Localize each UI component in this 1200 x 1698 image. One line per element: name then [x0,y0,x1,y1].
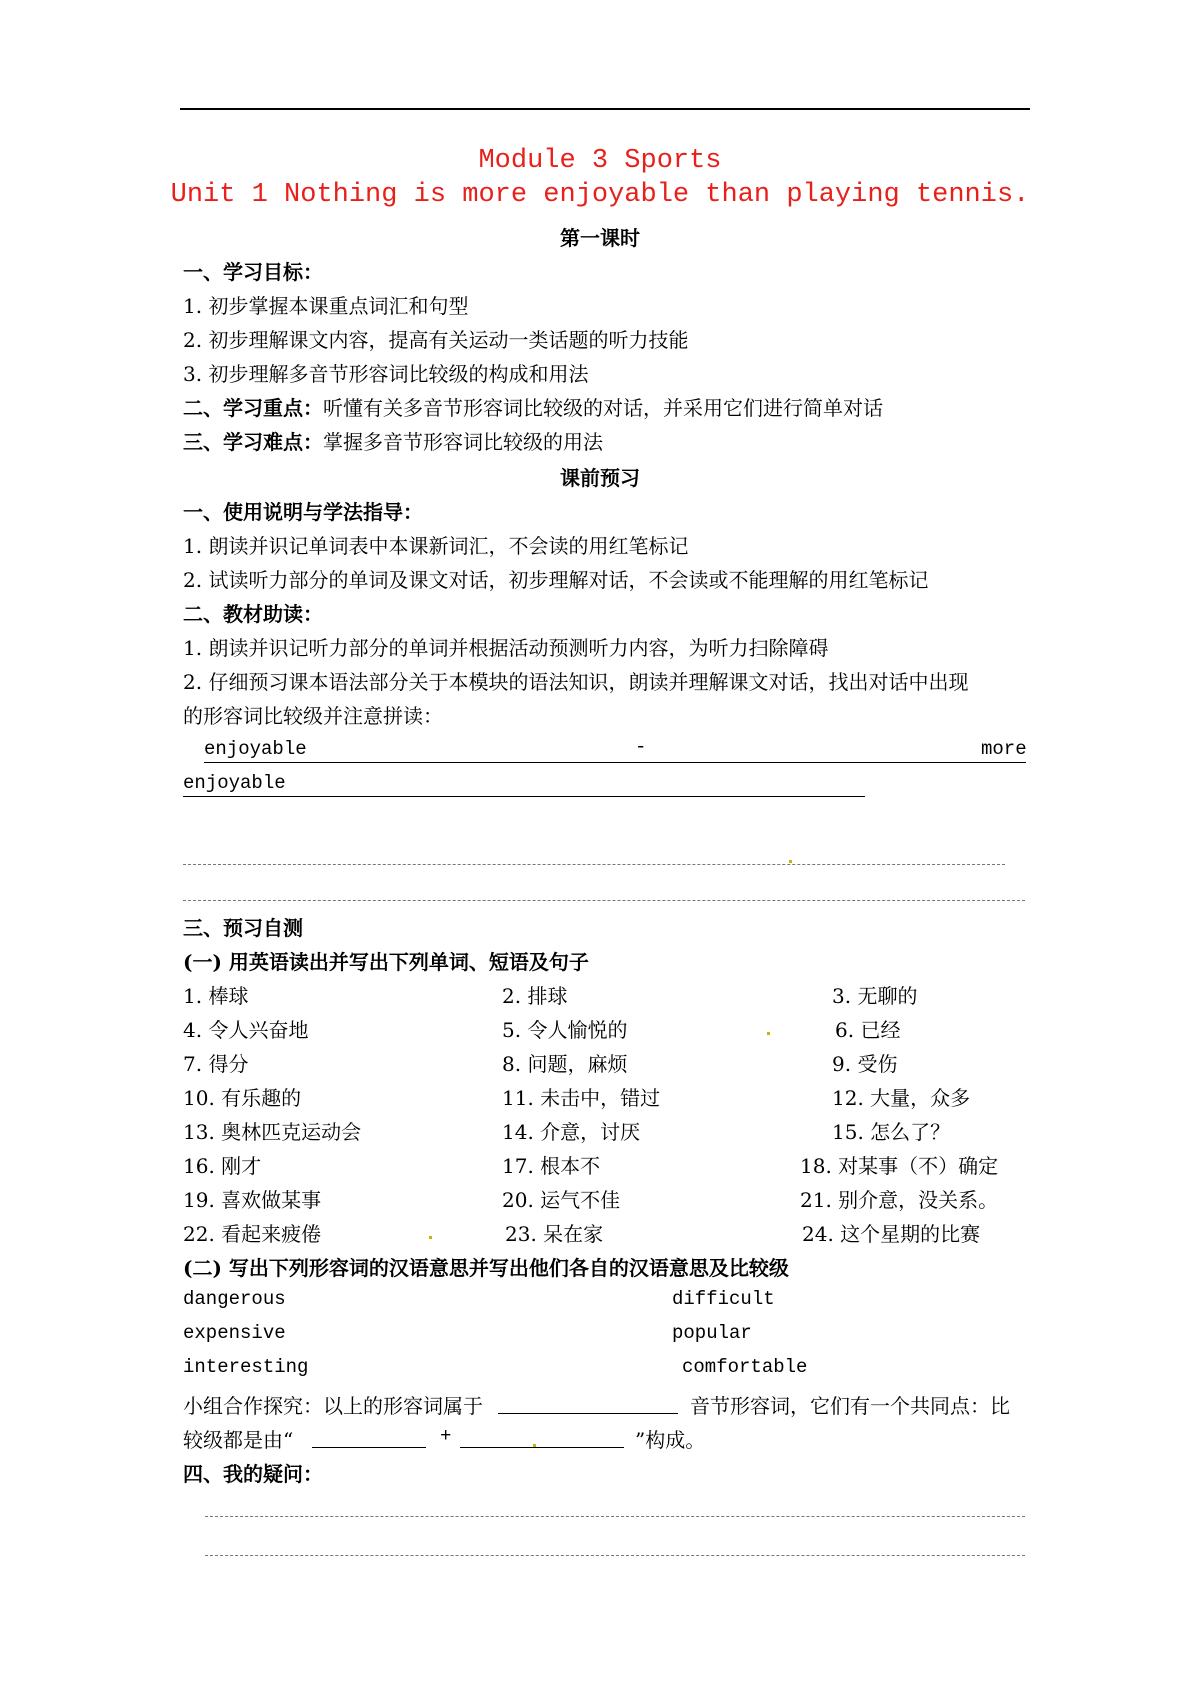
textbook-item: 2. 仔细预习课本语法部分关于本模块的语法知识，朗读并理解课文对话，找出对话中出现 [183,670,969,694]
vocab-item: 3. 无聊的 [832,984,918,1008]
adjective: expensive [183,1322,286,1344]
vocab-item: 6. 已经 [835,1018,901,1042]
vocab-item: 19. 喜欢做某事 [183,1188,322,1212]
objective-item: 3. 初步理解多音节形容词比较级的构成和用法 [183,362,589,386]
questions-heading: 四、我的疑问： [183,1462,323,1486]
guide-item: 1. 朗读并识记单词表中本课新词汇，不会读的用红笔标记 [183,534,689,558]
lesson-label: 第一课时 [560,226,640,250]
vocab-item: 23. 呆在家 [505,1222,604,1246]
vocab-item: 10. 有乐趣的 [183,1086,302,1110]
fill-blank [498,1413,678,1414]
group-text: ”构成。 [635,1428,706,1452]
objective-item: 1. 初步掌握本课重点词汇和句型 [183,294,469,318]
mark-dot [789,860,792,863]
textbook-heading: 二、教材助读： [183,602,323,626]
difficulty-text: 掌握多音节形容词比较级的用法 [323,430,603,454]
vocab-item: 24. 这个星期的比赛 [802,1222,981,1246]
vocab-item: 20. 运气不佳 [502,1188,621,1212]
answer-line [183,864,1005,865]
example-word: enjoyable [183,772,286,794]
mark-dot [767,1032,770,1035]
textbook-item: 1. 朗读并识记听力部分的单词并根据活动预测听力内容，为听力扫除障碍 [183,636,829,660]
vocab-item: 5. 令人愉悦的 [502,1018,628,1042]
focus-label: 二、学习重点： [183,396,323,420]
vocab-item: 18. 对某事（不）确定 [800,1154,999,1178]
adjective: popular [672,1322,752,1344]
adjective: comfortable [682,1356,808,1378]
vocab-item: 4. 令人兴奋地 [183,1018,309,1042]
textbook-item-cont: 的形容词比较级并注意拼读： [183,704,443,728]
mark-dot [429,1236,432,1239]
example-dash: - [635,736,647,758]
objective-item: 2. 初步理解课文内容，提高有关运动一类话题的听力技能 [183,328,689,352]
answer-line [183,900,1025,901]
group-text: 音节形容词，它们有一个共同点：比 [690,1394,1010,1418]
answer-line [205,1516,1025,1517]
part1-heading: (一) 用英语读出并写出下列单词、短语及句子 [183,950,589,974]
vocab-item: 1. 棒球 [183,984,249,1008]
difficulty-line [183,426,603,455]
adjective: interesting [183,1356,309,1378]
vocab-item: 9. 受伤 [832,1052,898,1076]
fill-blank [312,1447,426,1448]
difficulty-label: 三、学习难点： [183,430,323,454]
preview-heading: 课前预习 [560,466,640,490]
vocab-item: 2. 排球 [502,984,568,1008]
vocab-item: 16. 刚才 [183,1154,262,1178]
example-more: more [981,738,1027,760]
fill-blank [460,1447,624,1448]
vocab-item: 11. 未击中，错过 [502,1086,661,1110]
adjective: difficult [672,1288,775,1310]
vocab-item: 15. 怎么了？ [832,1120,951,1144]
vocab-item: 17. 根本不 [502,1154,601,1178]
focus-text: 听懂有关多音节形容词比较级的对话，并采用它们进行简单对话 [323,396,883,420]
example-word: enjoyable [204,738,307,760]
group-text: 小组合作探究：以上的形容词属于 [183,1394,483,1418]
selftest-heading: 三、预习自测 [183,916,303,940]
vocab-item: 7. 得分 [183,1052,249,1076]
vocab-item: 13. 奥林匹克运动会 [183,1120,362,1144]
focus-line [183,392,883,421]
header-rule [180,108,1030,110]
example-underline [204,762,1026,763]
vocab-item: 22. 看起来疲倦 [183,1222,322,1246]
guide-heading: 一、使用说明与学法指导： [183,500,423,524]
group-text: 较级都是由“ [183,1428,294,1452]
objectives-heading: 一、学习目标： [183,260,323,284]
answer-line [205,1555,1025,1556]
vocab-item: 14. 介意，讨厌 [502,1120,641,1144]
unit-title: Unit 1 Nothing is more enjoyable than playing tennis. [170,180,1030,210]
module-title: Module 3 Sports [478,146,722,176]
example-underline [183,796,865,797]
vocab-item: 8. 问题，麻烦 [502,1052,628,1076]
vocab-item: 21. 别介意，没关系。 [800,1188,999,1212]
adjective: dangerous [183,1288,286,1310]
mark-dot [533,1444,536,1447]
guide-item: 2. 试读听力部分的单词及课文对话，初步理解对话，不会读或不能理解的用红笔标记 [183,568,929,592]
plus-sign: + [440,1425,452,1447]
part2-heading: (二) 写出下列形容词的汉语意思并写出他们各自的汉语意思及比较级 [183,1256,789,1280]
vocab-item: 12. 大量，众多 [832,1086,971,1110]
